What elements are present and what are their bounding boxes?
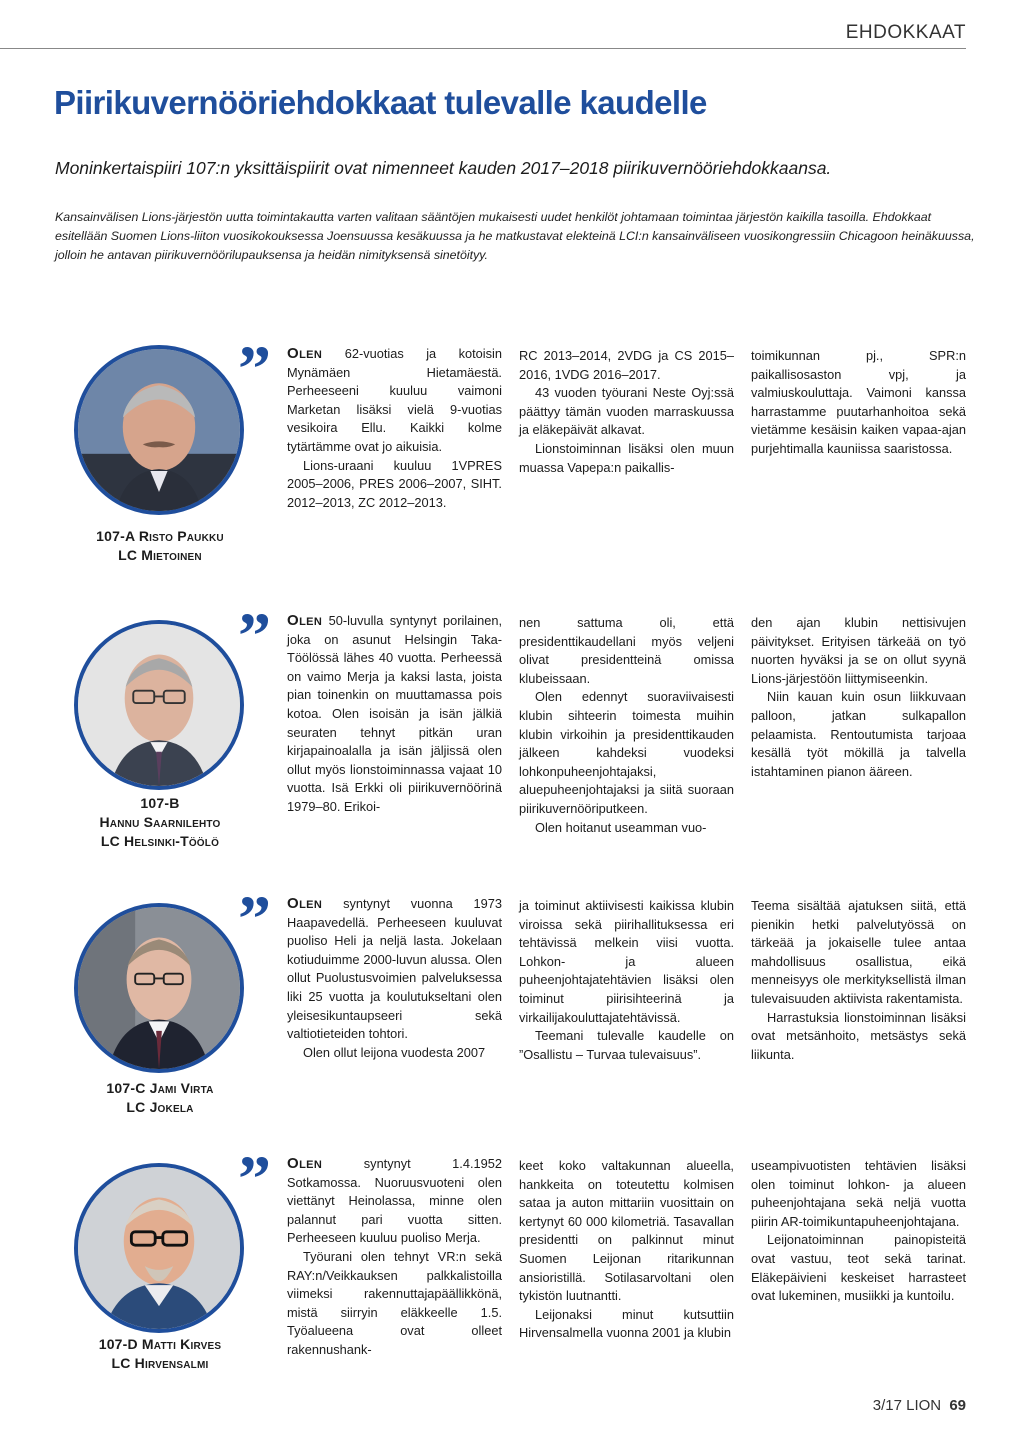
quote-mark: ” bbox=[238, 333, 271, 406]
paragraph bbox=[287, 612, 502, 817]
paragraph: Harrastuksia lionstoiminnan lisäksi ovat metsänhoito, metsästys sekä liikunta. bbox=[751, 1009, 966, 1062]
caption-code: 107-B bbox=[140, 795, 180, 811]
text-column-3 bbox=[751, 347, 966, 459]
text-column-3 bbox=[751, 1157, 966, 1306]
paragraph: Olen edennyt suoraviivaisesti klubin sihteerin toimesta muihin klubin virkoihin ja presidenttikauden jälkeen kahdeksi vuodeksi lohkonpuheenjohtajaksi, aluepuheenjohtajaksi ja siitä suoraan piirikuvernööriputkeen. bbox=[519, 689, 734, 816]
lead-word: Olen bbox=[287, 1155, 323, 1172]
issue-number: 3/17 bbox=[872, 1397, 902, 1414]
quote-mark: ” bbox=[238, 1143, 271, 1216]
paragraph-text: 50-luvulla syntynyt porilainen, joka on asunut Helsingin Taka-Töölössä lähes 40 vuotta. Perheessä on vaimo Merja ja kaksi lasta, joista pian toinenkin on muuttamassa pois kotoa. Olen isoisän ja isän jälkiä seuraten tehnyt pitkän uran kirjapainoalalla ja isän jäljissä olen ollut myös lionstoiminnassa vajaat 10 vuotta. Isä Erkki oli piirikuvernöörinä 1979–80. Erikoi- bbox=[287, 613, 503, 814]
portrait-image bbox=[78, 907, 240, 1069]
caption-name: 107-C Jami Virta bbox=[106, 1080, 214, 1096]
page-title: Piirikuvernööriehdokkaat tulevalle kaudelle bbox=[54, 84, 707, 121]
paragraph: nen sattuma oli, että presidenttikaudellani myös veljeni olivat presidentteinä omissa klubeissaan. bbox=[519, 615, 734, 686]
paragraph: Lionstoiminnan lisäksi olen muun muassa Vapepa:n paikallis- bbox=[519, 440, 734, 475]
candidate-photo bbox=[74, 345, 244, 515]
text-column-1 bbox=[287, 612, 502, 817]
text-column-3 bbox=[751, 897, 966, 1064]
paragraph: Leijonaksi minut kutsuttiin Hirvensalmella vuonna 2001 ja klubin bbox=[519, 1306, 734, 1341]
page-footer bbox=[873, 1397, 966, 1414]
candidate-caption bbox=[60, 1335, 260, 1373]
section-label: EHDOKKAAT bbox=[845, 22, 966, 43]
candidate-photo bbox=[74, 903, 244, 1073]
paragraph bbox=[287, 1155, 502, 1248]
caption-club: LC Helsinki-Töölö bbox=[100, 833, 220, 849]
text-column-2 bbox=[519, 1157, 734, 1343]
paragraph: toimikunnan pj., SPR:n paikallisosaston vpj, ja valmiuskouluttaja. Vaimoni kanssa harrastamme puutarhanhoitoa sekä vietämme kesäisin kaiken vapaa-ajan purjehtimalla kauniissa saaristossa. bbox=[751, 348, 966, 456]
lead-word: Olen bbox=[287, 612, 323, 629]
magazine-name: LION bbox=[906, 1397, 942, 1414]
paragraph: Olen ollut leijona vuodesta 2007 bbox=[303, 1044, 486, 1060]
paragraph: Teema sisältää ajatuksen siitä, että pienikin hetki palvelutyössä on tärkeää ja jokaiselle tulee antaa mahdollisuus osallistua, eikä menneisyys ole merkityksellistä ilman tulevaisuuden aktiivista rakentamista. bbox=[751, 898, 966, 1006]
text-column-1 bbox=[287, 345, 502, 512]
text-column-3 bbox=[751, 614, 966, 781]
candidate-caption bbox=[60, 794, 260, 851]
text-column-1 bbox=[287, 895, 502, 1062]
caption-name: 107-D Matti Kirves bbox=[98, 1336, 222, 1352]
text-column-1 bbox=[287, 1155, 502, 1360]
portrait-image bbox=[78, 349, 240, 511]
paragraph: Olen hoitanut useamman vuo- bbox=[535, 819, 707, 835]
paragraph-text: syntynyt vuonna 1973 Haapavedellä. Perheeseen kuuluvat puoliso Heli ja neljä lasta. Jokelaan kotiuduimme 2000-luvun alussa. Olen ollut Puolustusvoimien palveluksessa liki 25 vuotta ja koulutukseltani olen yleisesikuntaupseeri sekä valtiotieteiden tohtori. bbox=[287, 896, 502, 1042]
caption-club: LC Hirvensalmi bbox=[111, 1355, 209, 1371]
paragraph: Lions-uraani kuuluu 1VPRES 2005–2006, PRES 2006–2007, SIHT. 2012–2013, ZC 2012–2013. bbox=[287, 457, 502, 510]
lead-word: Olen bbox=[287, 895, 323, 912]
paragraph: den ajan klubin nettisivujen päivitykset. Erityisen tärkeää on työ nuorten hyväksi ja se on ollut syynä Lions-järjestöön liittymiseenkin. bbox=[751, 615, 966, 686]
paragraph: RC 2013–2014, 2VDG ja CS 2015–2016, 1VDG 2016–2017. bbox=[519, 348, 734, 382]
caption-name: 107-A Risto Paukku bbox=[96, 528, 224, 544]
portrait-image bbox=[78, 624, 240, 786]
intro-text: Kansainvälisen Lions-järjestön uutta toimintakautta varten valitaan sääntöjen mukaisesti uudet henkilöt johtamaan toimintaa järjestön kaikilla tasoilla. Ehdokkaat esitellään Suomen Lions-liiton vuosikokouksessa Joensuussa kesäkuussa ja he matkustavat elekteinä LCI:n kansainväliseen vuosikongressiin Chicagoon heinäkuussa, jolloin he antavan piirikuvernöörilupauksensa ja heidän nimityksensä sinetöityy. bbox=[55, 210, 975, 262]
paragraph: Työurani olen tehnyt VR:n sekä RAY:n/Veikkauksen palkkalistoilla viimeksi rakennuttajapäällikkönä, mistä siirryin eläkkeelle 1.5. Työalueena ovat olleet rakennushank- bbox=[287, 1248, 502, 1357]
quote-mark: ” bbox=[238, 600, 271, 673]
paragraph: Leijonatoiminnan painopisteitä ovat vastuu, teot sekä tarinat. Eläkepäivieni keskeiset harrasteet ovat lukeminen, musiikki ja kuntoilu. bbox=[751, 1232, 966, 1304]
caption-club: LC Jokela bbox=[126, 1099, 194, 1115]
candidate-caption bbox=[60, 1079, 260, 1117]
paragraph: keet koko valtakunnan alueella, hankkeita on toteutettu kolmisen sataa ja auton mittariin vuosittain on kertynyt 60 000 kilometriä. Tasavallan presidentti on palkinnut minut Suomen Leijonan ritarikunnan ansioristillä. Sotilasarvoltani olen tykistön luutnantti. bbox=[519, 1158, 734, 1304]
paragraph-text: syntynyt 1.4.1952 Sotkamossa. Nuoruusvuoteni olen viettänyt Heinolassa, minne olen palannut pari vuotta sitten. Perheeseen kuuluu puoliso Merja. bbox=[287, 1156, 502, 1246]
lead-word: Olen bbox=[287, 345, 323, 362]
paragraph bbox=[287, 895, 502, 1044]
paragraph: 43 vuoden työurani Neste Oyj:ssä päättyy tämän vuoden marraskuussa ja eläkepäivät alkavat. bbox=[519, 385, 734, 438]
candidate-photo bbox=[74, 620, 244, 790]
candidate-photo bbox=[74, 1163, 244, 1333]
paragraph: Niin kauan kuin osun liikkuvaan palloon, jatkan sulkapallon pelaamista. Rentoutumista tarjoaa kesällä työt mökillä ja talvella istahtaminen pianon ääreen. bbox=[751, 689, 966, 779]
caption-club: LC Mietoinen bbox=[118, 547, 202, 563]
paragraph: ja toiminut aktiivisesti kaikissa klubin viroissa sekä piirihallituksessa eri tehtävissä melkein viisi vuotta. Lohkon- ja alueen puheenjohtajatehtävien lisäksi olen toiminut piirisihteerinä ja virkailijakouluttajatehtävissä. bbox=[519, 898, 734, 1025]
text-column-2 bbox=[519, 614, 734, 837]
paragraph: useampivuotisten tehtävien lisäksi olen toiminut lohkon- ja alueen puheenjohtajana sekä neljä vuotta piirin AR-toimikuntapuheenjohtajana. bbox=[751, 1158, 966, 1229]
text-column-2 bbox=[519, 347, 734, 477]
caption-name: Hannu Saarnilehto bbox=[99, 814, 221, 830]
top-rule bbox=[0, 48, 966, 49]
page-number: 69 bbox=[949, 1397, 966, 1414]
paragraph: Teemani tulevalle kaudelle on ”Osallistu – Turvaa tulevaisuus”. bbox=[519, 1028, 734, 1062]
paragraph-text: 62-vuotias ja kotoisin Mynämäen Hietamäestä. Perheeseeni kuuluu vaimoni Marketan lisäksi vielä 9-vuotias vesikoira Ellu. Kaikki kolme tytärtämme ovat jo aikuisia. bbox=[287, 346, 502, 454]
portrait-image bbox=[78, 1167, 240, 1329]
text-column-2 bbox=[519, 897, 734, 1064]
lead-text: Moninkertaispiiri 107:n yksittäispiirit ovat nimenneet kauden 2017–2018 piirikuvernööriehdokkaansa. bbox=[55, 158, 832, 178]
candidate-caption bbox=[60, 527, 260, 565]
quote-mark: ” bbox=[238, 883, 271, 956]
paragraph bbox=[287, 345, 502, 457]
